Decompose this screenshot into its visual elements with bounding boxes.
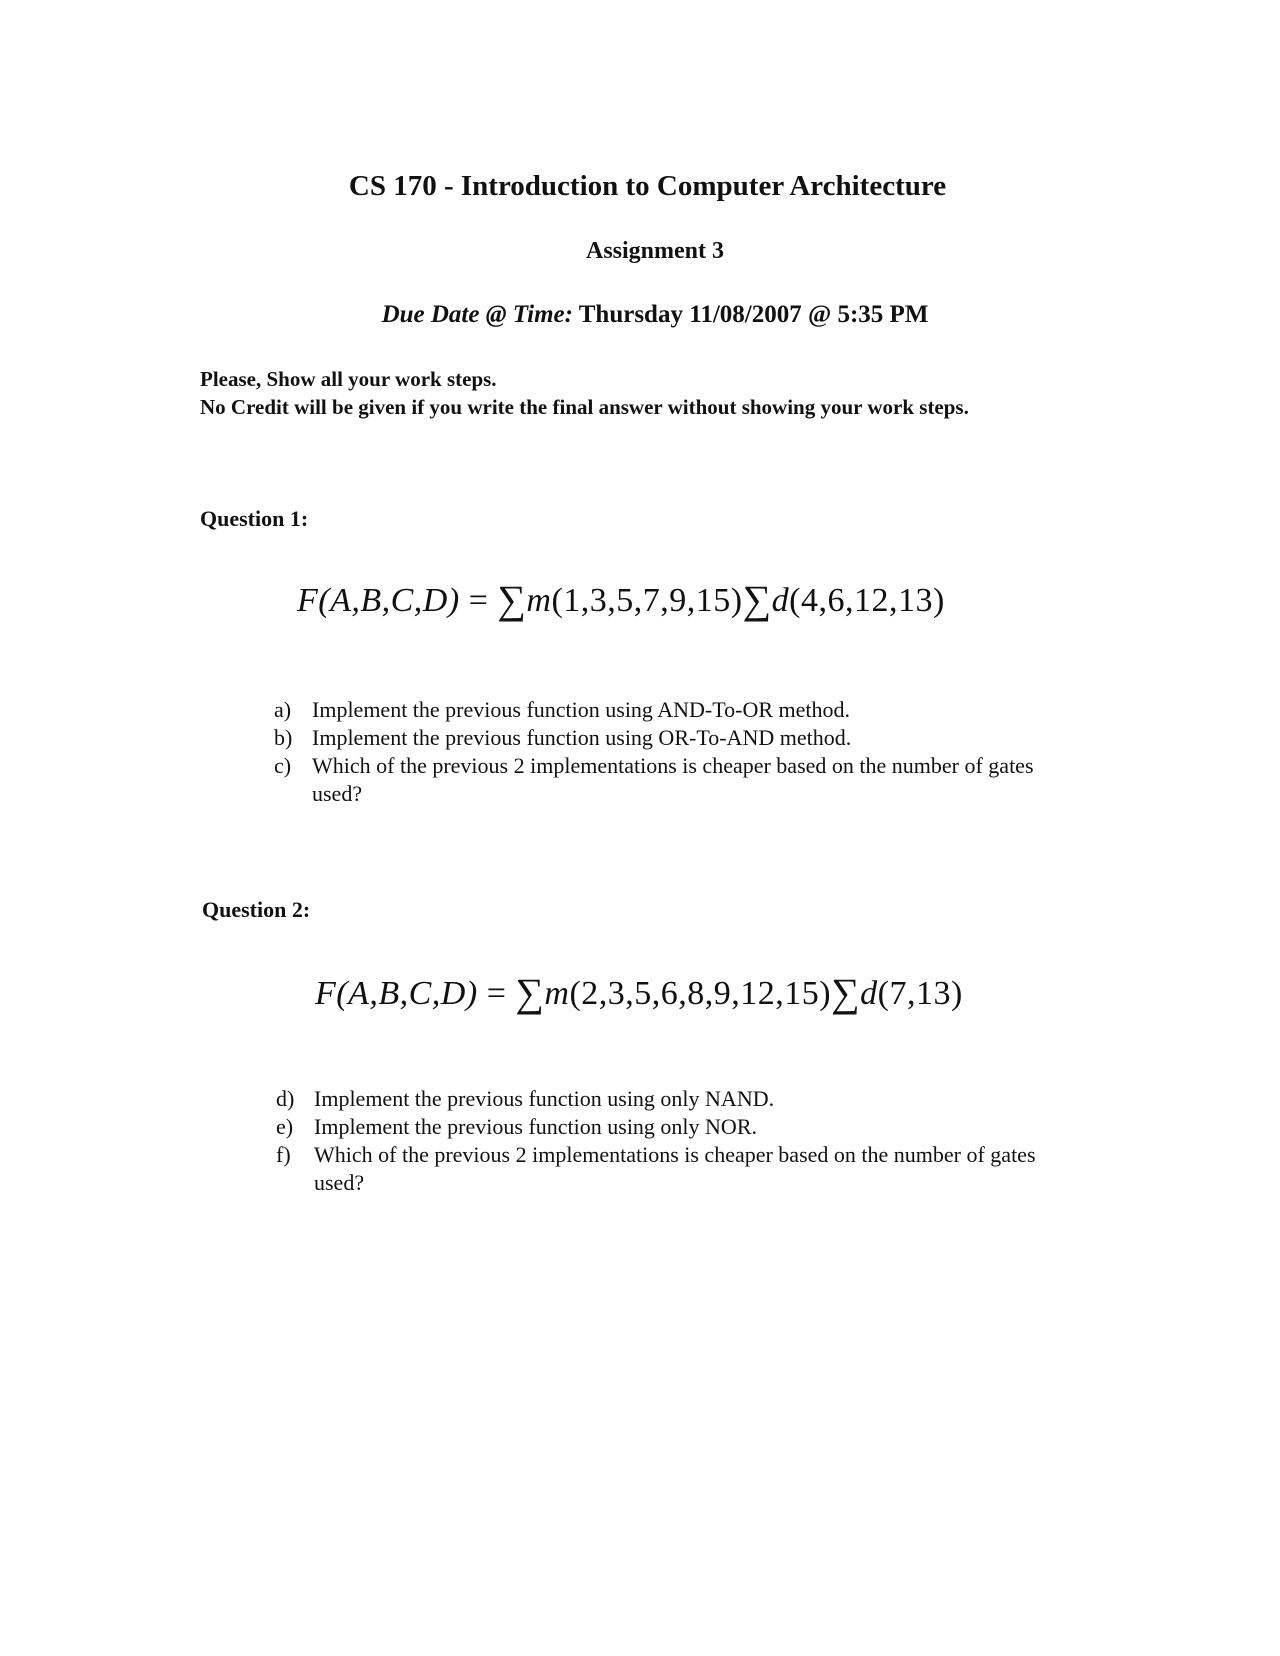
list-item-marker: a) [274,697,292,722]
list-item-marker: f) [276,1142,291,1167]
dont-care-list: (4,6,12,13) [789,582,945,619]
instruction-line-2: No Credit will be given if you write the final answer without showing your work steps. [200,395,969,419]
minterm-list: (1,3,5,7,9,15) [551,582,743,619]
list-item [276,1141,1036,1197]
instruction-line-1: Please, Show all your work steps. [200,367,497,391]
question-2-formula [315,967,963,1014]
sigma-symbol: ∑ [497,577,527,622]
list-item-text: Which of the previous 2 implementations is cheaper based on the number of gates used? [314,1142,1036,1195]
list-item-text: Which of the previous 2 implementations is cheaper based on the number of gates used? [312,753,1034,806]
sigma-symbol: ∑ [831,970,861,1015]
due-date-line [0,301,1280,329]
question-2-heading: Question 2: [202,897,311,922]
list-item-marker: c) [274,753,292,778]
formula-equals: = [486,975,507,1012]
list-item-marker: e) [276,1114,294,1139]
list-item [276,1085,1036,1113]
list-item-text: Implement the previous function using only NOR. [314,1114,757,1139]
list-item-text: Implement the previous function using AND-To-OR method. [312,697,850,722]
sigma-symbol: ∑ [515,970,545,1015]
dont-care-label: d [860,975,878,1012]
due-date-label: Due Date @ Time: [381,301,573,328]
sigma-symbol: ∑ [742,577,772,622]
list-item-text: Implement the previous function using OR-To-AND method. [312,725,852,750]
due-date-value: Thursday 11/08/2007 @ 5:35 PM [578,301,929,328]
question-2-parts [276,1085,1036,1197]
minterm-label: m [544,975,570,1012]
list-item [274,752,1034,808]
list-item-text: Implement the previous function using only NAND. [314,1086,775,1111]
dont-care-list: (7,13) [877,975,963,1012]
course-title: CS 170 - Introduction to Computer Architecture [348,170,947,202]
list-item-marker: b) [274,725,293,750]
list-item [274,696,1034,724]
formula-equals: = [468,582,489,619]
list-item [274,724,1034,752]
list-item-marker: d) [276,1086,295,1111]
dont-care-label: d [771,582,790,619]
formula-lhs: F(A,B,C,D) [297,582,460,619]
question-1-parts [274,696,1034,808]
formula-lhs: F(A,B,C,D) [315,975,478,1012]
question-1-heading: Question 1: [200,506,309,531]
list-item [276,1113,1036,1141]
minterm-label: m [526,582,552,619]
assignment-title: Assignment 3 [585,238,724,264]
instructions [200,365,1060,421]
question-1-formula [297,574,945,621]
minterm-list: (2,3,5,6,8,9,12,15) [569,975,832,1012]
